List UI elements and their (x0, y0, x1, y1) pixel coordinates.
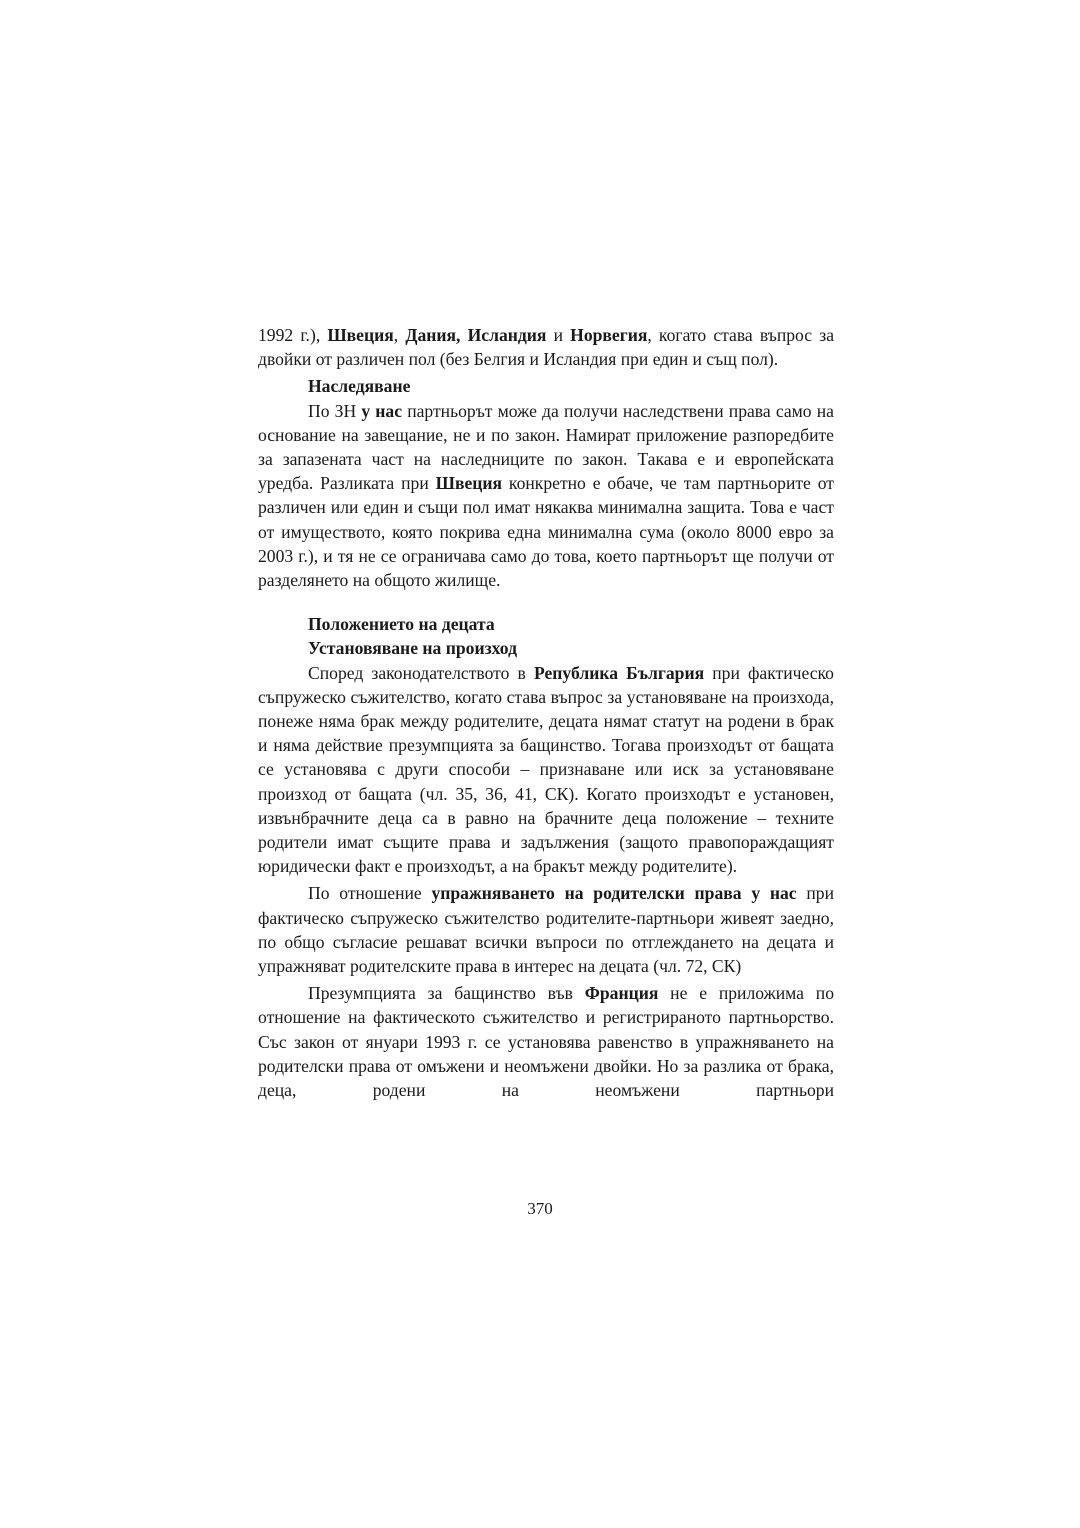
text-run: при фактическо съпружеско съжителство родителите-партньори живеят заедно, по общо съгласие решават всички въпроси по отглеждането на децата и упражняват родителските права в интерес на децата (чл. 72, СК) (258, 883, 834, 977)
bold-text-run: Норвегия (570, 325, 648, 345)
heading-origin (258, 636, 834, 660)
text-run: По ЗН (308, 400, 362, 421)
bold-text-run: Швеция (327, 325, 394, 345)
text-run: не е приложима по отношение на фактическото съжителство и регистрираното партньорство. Със закон от януари 1993 г. се установява равенство в упражняването на родителски права от омъжени и неомъжени двойки. Но за разлика от брака, деца, родени на неомъжени партньори (258, 983, 835, 1101)
text-run: Според законодателството в (308, 662, 534, 683)
heading-nasledyavane (258, 374, 834, 398)
text-run: при фактическо съпружеско съжителство, когато става въпрос за установяване на произхода, понеже няма брак между родителите, децата нямат статут на родени в брак и няма действие презумпцията за бащинство. Тогава произходът от бащата се установява с други способи – признаване или иск за установяване произход от бащата (чл. 35, 36, 41, СК). Когато произходът е установен, извънбрачните деца са в равно на брачните деца положение – техните родители имат същите права и задължения (защото правопораждащият юридически факт е произходът, а на бракът между родителите). (258, 662, 834, 877)
bold-text-run: Наследяване (308, 376, 411, 397)
text-run: 1992 г.), (258, 325, 328, 345)
paragraph-4 (258, 881, 834, 978)
text-run: партньорът може да получи наследствени права само на основание на завещание, не и по закон. Намират приложение разпоредбите за запазената част на наследниците по закон. Такава е и европейската уредба. Разликата при (258, 400, 834, 494)
text-run: Презумпцията за бащинство във (308, 983, 585, 1004)
paragraph-5 (258, 981, 834, 1102)
bold-text-run: Дания, Исландия (405, 325, 547, 345)
text-run: По отношение (308, 883, 432, 904)
page-number: 370 (527, 1199, 553, 1218)
text-run: , когато става въпрос за двойки от различен пол (без Белгия и Исландия при един и същ пол). (258, 325, 834, 370)
paragraph-3 (258, 661, 834, 879)
page-body (258, 323, 834, 1102)
bold-text-run: упражняването на родителски права у нас (431, 883, 797, 904)
bold-text-run: у нас (361, 400, 403, 421)
bold-text-run: Установяване на произход (308, 638, 517, 659)
bold-text-run: Република България (533, 662, 705, 683)
bold-text-run: Швеция (435, 473, 503, 494)
heading-children (258, 612, 834, 636)
text-run: , (393, 325, 406, 345)
bold-text-run: Положението на децата (308, 614, 495, 635)
bold-text-run: Франция (584, 983, 659, 1004)
paragraph-2 (258, 399, 834, 593)
text-run: конкретно е обаче, че там партньорите от различен или един и същи пол имат някаква минимална защита. Това е част от имуществото, която покрива една минимална сума (около 8000 евро за 2003 г.), и тя не се ограничава само до това, което партньорът ще получи от разделянето на общото жилище. (258, 473, 834, 591)
text-run: и (546, 325, 571, 345)
paragraph-1 (258, 323, 834, 371)
